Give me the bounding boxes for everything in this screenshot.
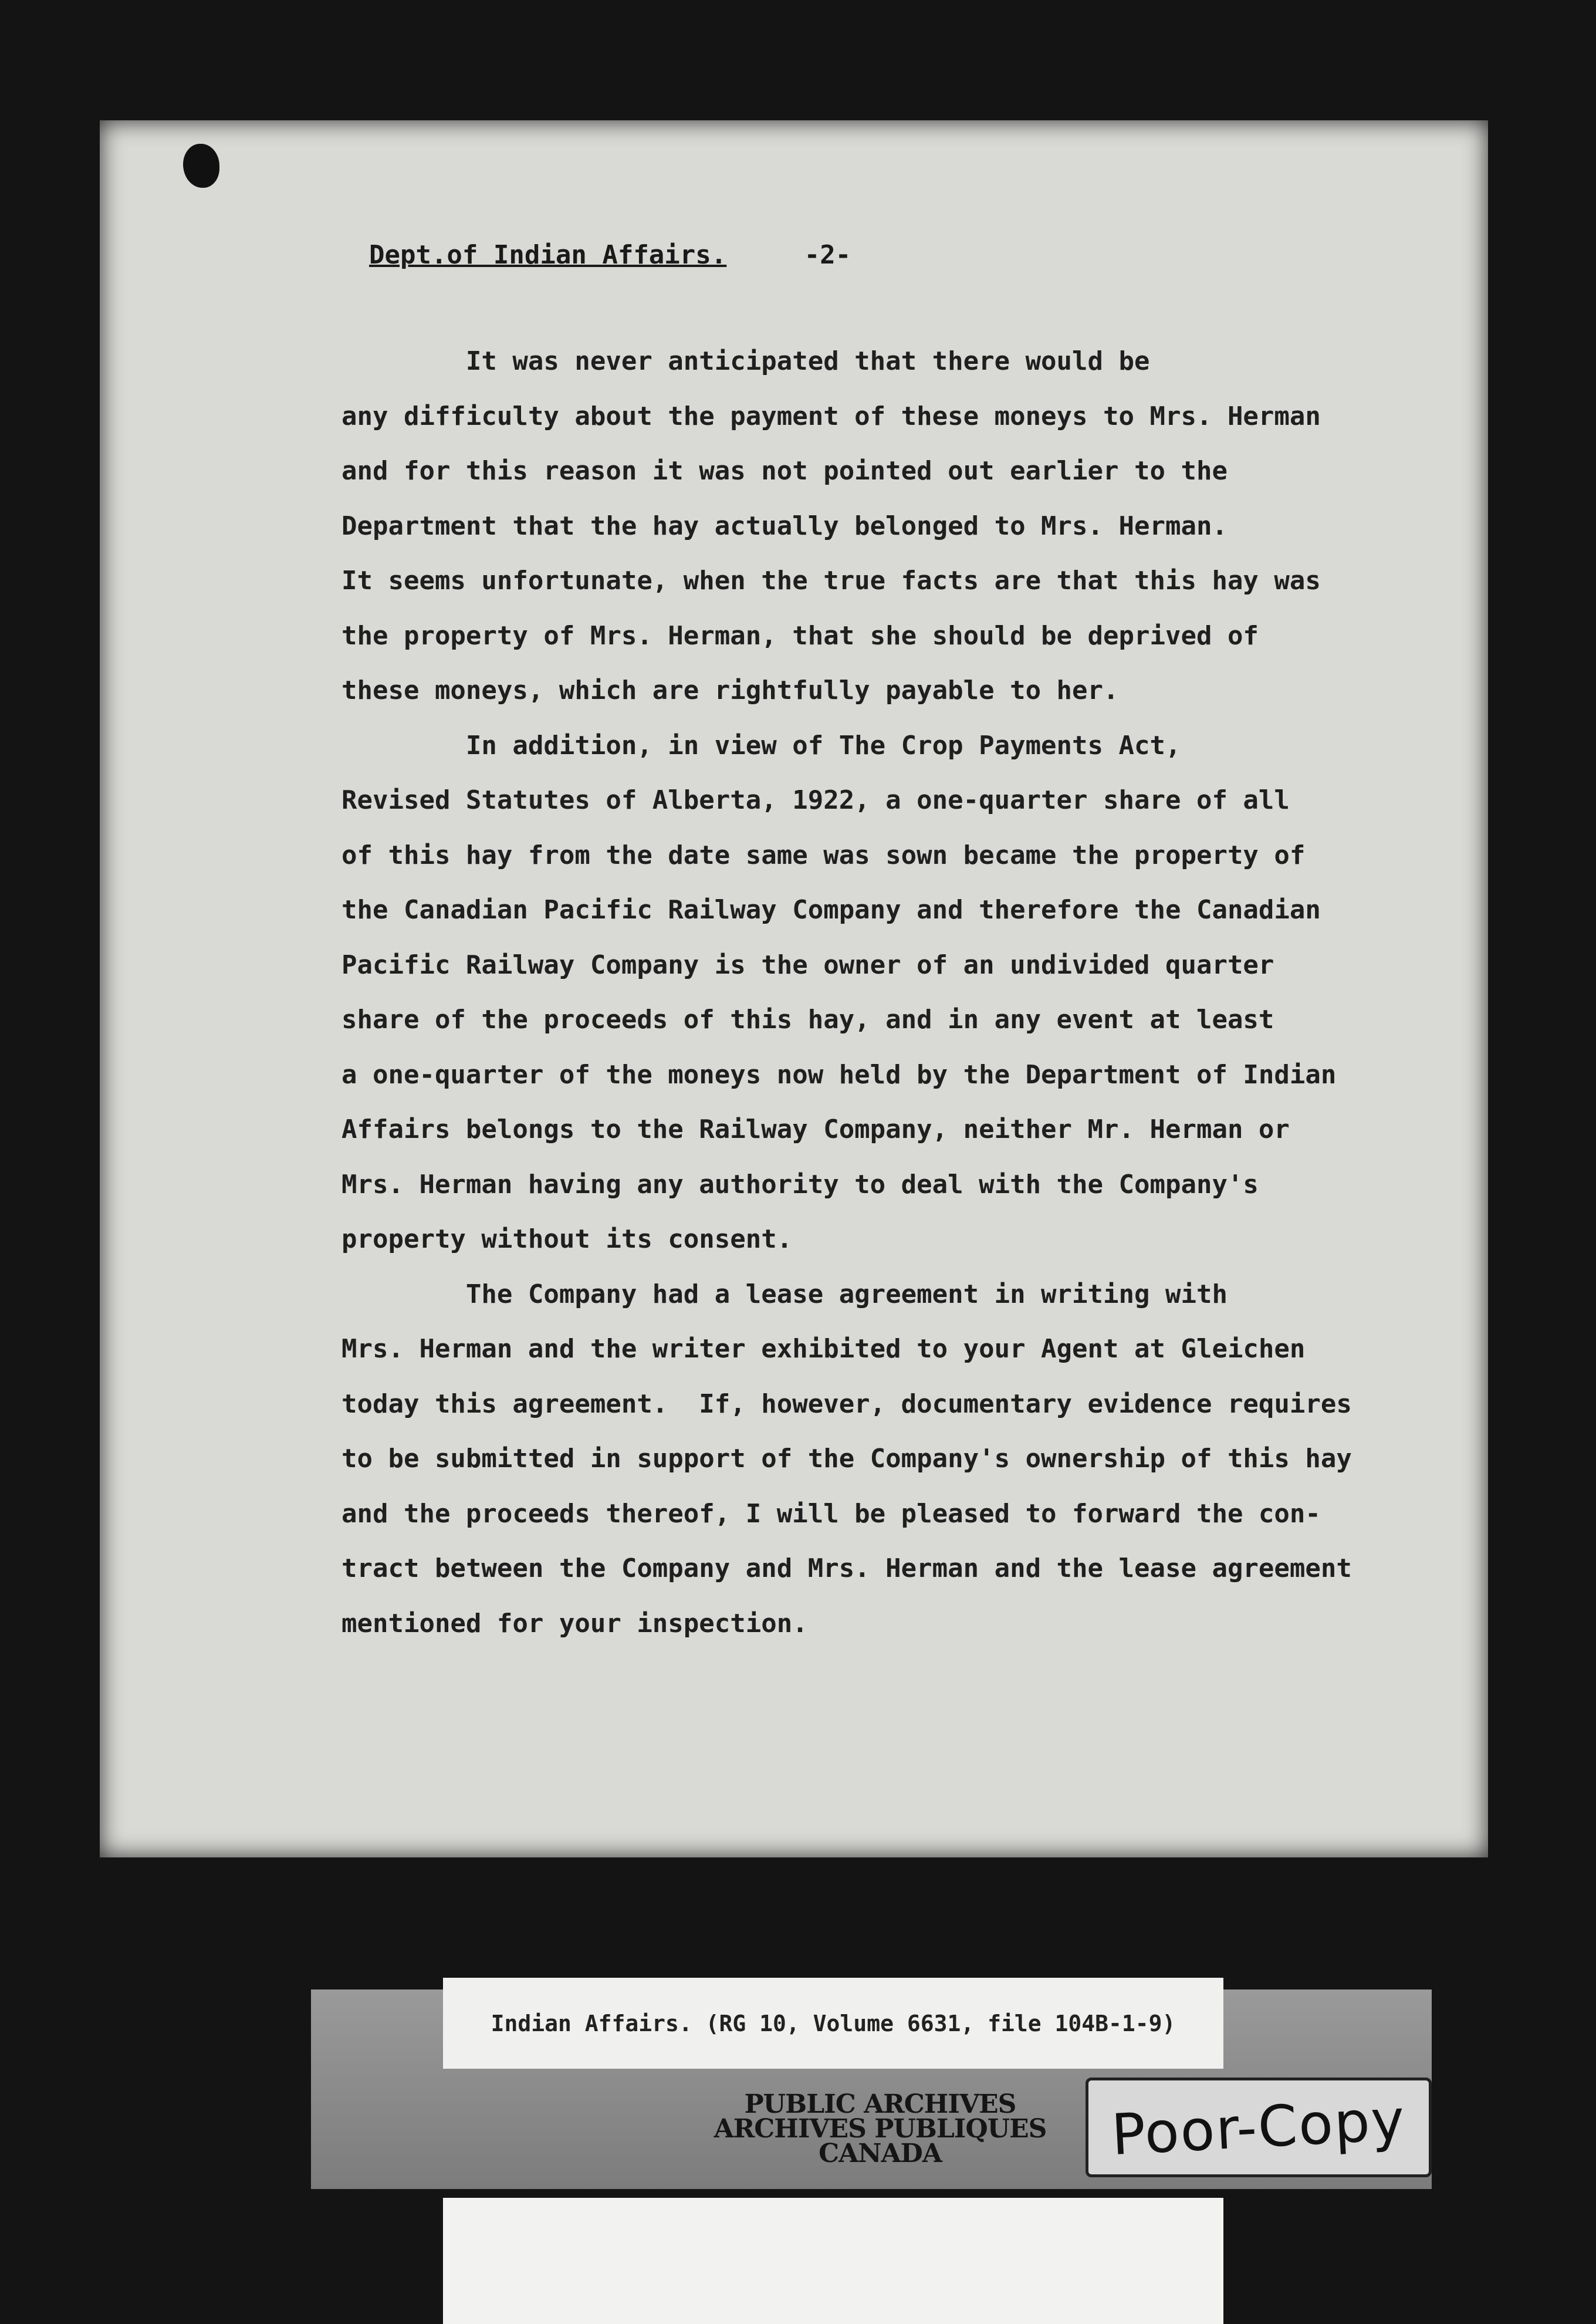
text-line: a one-quarter of the moneys now held by the Department of Indian (341, 1059, 1337, 1090)
stamp-line-3: CANADA (819, 2139, 942, 2168)
text-line: Pacific Railway Company is the owner of an undivided quarter (341, 950, 1274, 980)
stamp-line-1: PUBLIC ARCHIVES (744, 2089, 1016, 2119)
document-page (100, 120, 1488, 1857)
poor-copy-text: Poor-Copy (1110, 2086, 1408, 2168)
text-line: today this agreement. If, however, documentary evidence requires (341, 1389, 1352, 1419)
text-line: Mrs. Herman and the writer exhibited to your Agent at Gleichen (341, 1334, 1306, 1364)
page-number: -2- (804, 240, 851, 270)
text-line: Department that the hay actually belonged to Mrs. Herman. (341, 511, 1228, 541)
text-line: share of the proceeds of this hay, and in any event at least (341, 1005, 1274, 1035)
text-line: It seems unfortunate, when the true facts are that this hay was (341, 566, 1321, 596)
text-line: Mrs. Herman having any authority to deal with the Company's (341, 1169, 1259, 1200)
text-line: property without its consent. (341, 1224, 793, 1254)
text-line: of this hay from the date same was sown became the property of (341, 840, 1306, 870)
text-line: the Canadian Pacific Railway Company and therefore the Canadian (341, 895, 1321, 925)
text-line: and for this reason it was not pointed out earlier to the (341, 456, 1228, 486)
text-line: and the proceeds thereof, I will be pleased to forward the con- (341, 1498, 1321, 1529)
text-line: Revised Statutes of Alberta, 1922, a one-quarter share of all (341, 785, 1290, 815)
text-line: to be submitted in support of the Company's ownership of this hay (341, 1444, 1352, 1474)
header-dept: Dept.of Indian Affairs. (368, 240, 727, 270)
citation-text: Indian Affairs. (RG 10, Volume 6631, file 104B-1-9) (491, 2010, 1176, 2036)
text-line: the property of Mrs. Herman, that she should be deprived of (341, 620, 1259, 651)
text-line: It was never anticipated that there would be (341, 346, 1150, 376)
text-line: The Company had a lease agreement in writing with (341, 1279, 1228, 1309)
text-line: Affairs belongs to the Railway Company, neither Mr. Herman or (341, 1114, 1290, 1144)
bottom-card (443, 2198, 1223, 2324)
poor-copy-stamp (1086, 2078, 1432, 2177)
text-line: these moneys, which are rightfully payable to her. (341, 675, 1119, 705)
archives-stamp (669, 2089, 1091, 2168)
text-line: tract between the Company and Mrs. Herman and the lease agreement (341, 1553, 1352, 1583)
page-header (338, 210, 851, 270)
stamp-line-2: ARCHIVES PUBLIQUES (714, 2114, 1047, 2144)
text-line: In addition, in view of The Crop Payments Act, (341, 730, 1181, 761)
ink-blot (183, 144, 219, 188)
text-line: mentioned for your inspection. (341, 1608, 808, 1639)
text-line: any difficulty about the payment of these moneys to Mrs. Herman (341, 401, 1321, 431)
citation-box (443, 1978, 1223, 2069)
